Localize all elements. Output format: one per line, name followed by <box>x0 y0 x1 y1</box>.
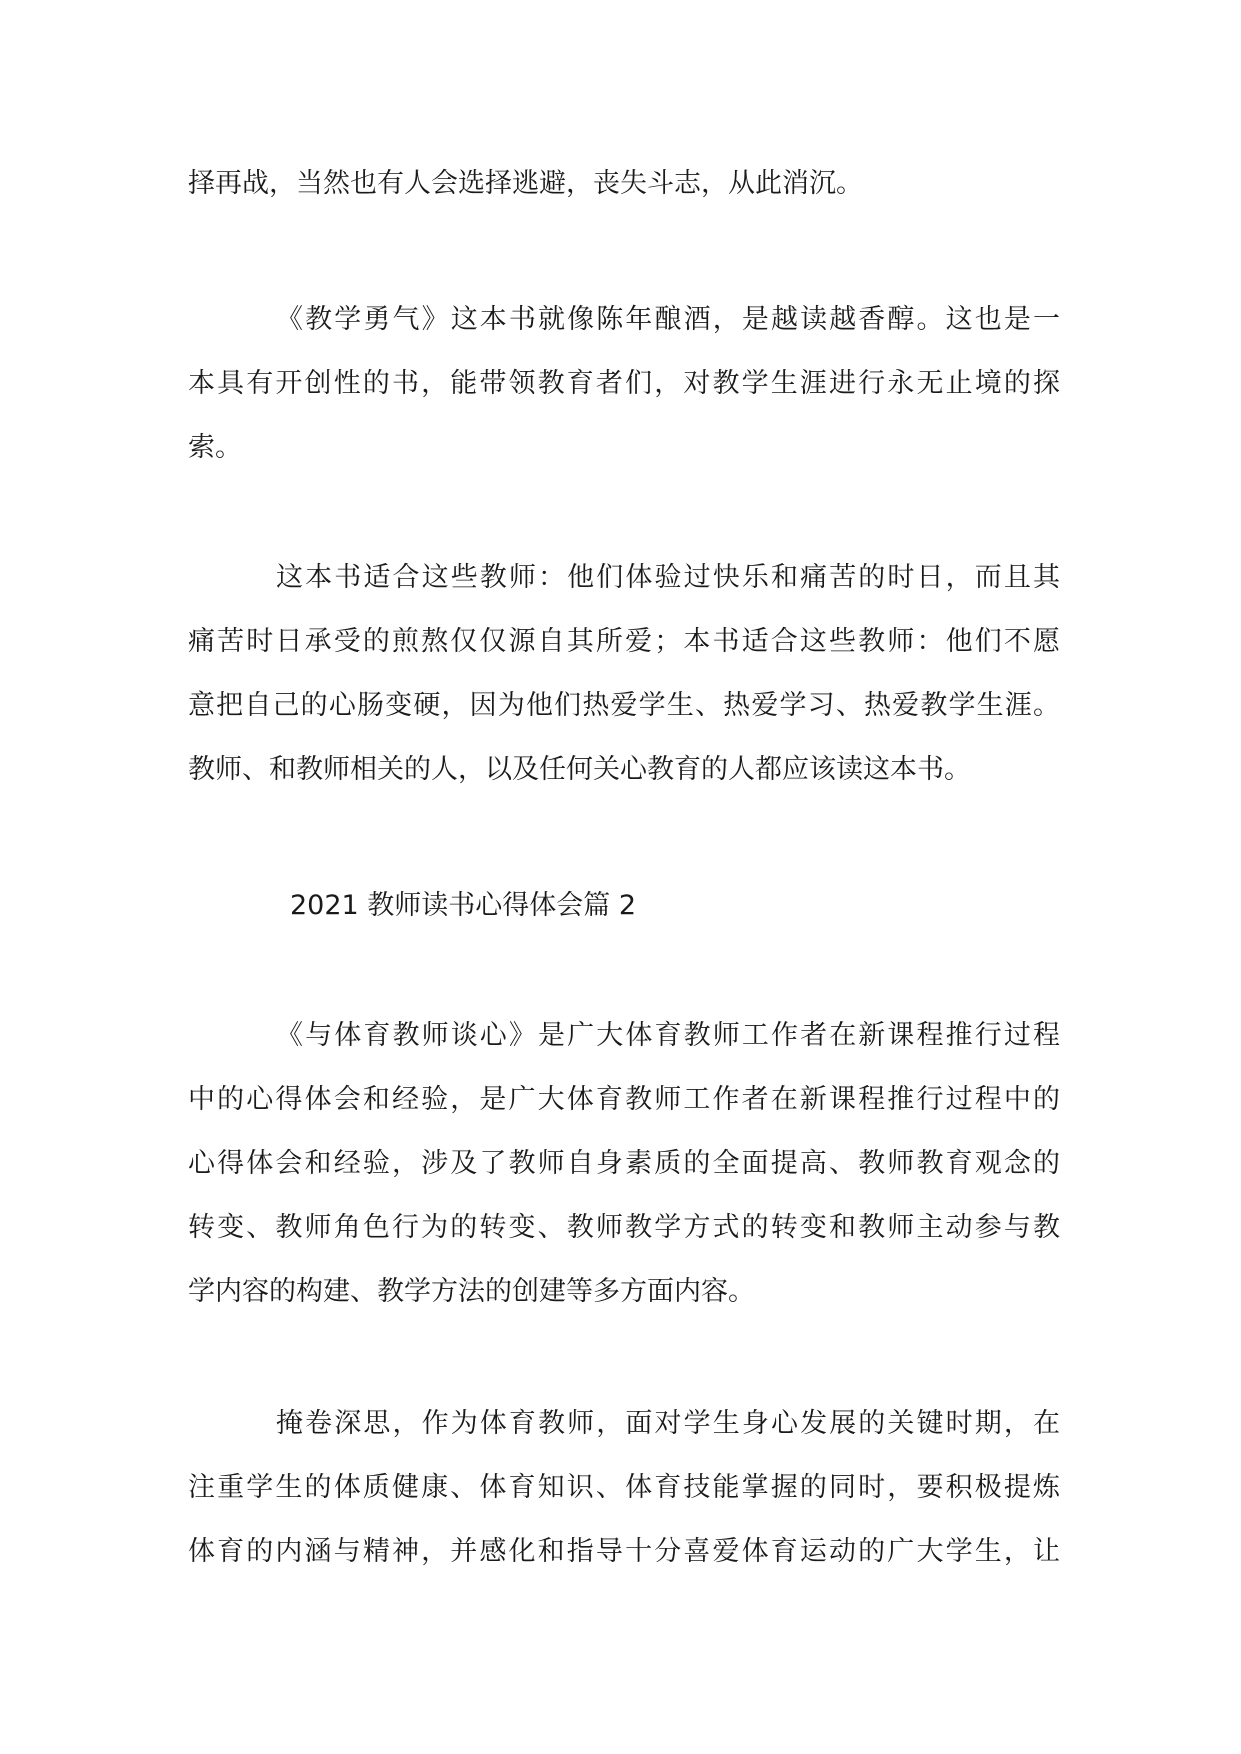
paragraph-3-line-2: 痛苦时日承受的煎熬仅仅源自其所爱；本书适合这些教师：他们不愿 <box>188 626 1060 657</box>
paragraph-2-line-1: 《教学勇气》这本书就像陈年酿酒，是越读越香醇。这也是一 <box>276 304 1060 335</box>
paragraph-3-line-3: 意把自己的心肠变硬，因为他们热爱学生、热爱学习、热爱教学生涯。 <box>188 690 1060 721</box>
section-heading: 2021 教师读书心得体会篇 2 <box>290 890 637 921</box>
paragraph-1-line-1: 择再战，当然也有人会选择逃避，丧失斗志，从此消沉。 <box>188 168 863 199</box>
paragraph-4-line-2: 中的心得体会和经验，是广大体育教师工作者在新课程推行过程中的 <box>188 1084 1060 1115</box>
paragraph-4-line-1: 《与体育教师谈心》是广大体育教师工作者在新课程推行过程 <box>276 1020 1060 1051</box>
paragraph-5-line-1: 掩卷深思，作为体育教师，面对学生身心发展的关键时期，在 <box>276 1408 1060 1439</box>
paragraph-4-line-5: 学内容的构建、教学方法的创建等多方面内容。 <box>188 1276 755 1307</box>
paragraph-5-line-3: 体育的内涵与精神，并感化和指导十分喜爱体育运动的广大学生，让 <box>188 1536 1060 1567</box>
paragraph-2-line-2: 本具有开创性的书，能带领教育者们，对教学生涯进行永无止境的探 <box>188 368 1060 399</box>
paragraph-3-line-4: 教师、和教师相关的人，以及任何关心教育的人都应该读这本书。 <box>188 754 971 785</box>
paragraph-3-line-1: 这本书适合这些教师：他们体验过快乐和痛苦的时日，而且其 <box>276 562 1060 593</box>
paragraph-4-line-3: 心得体会和经验，涉及了教师自身素质的全面提高、教师教育观念的 <box>188 1148 1060 1179</box>
paragraph-2-line-3: 索。 <box>188 432 242 463</box>
paragraph-4-line-4: 转变、教师角色行为的转变、教师教学方式的转变和教师主动参与教 <box>188 1212 1060 1243</box>
paragraph-5-line-2: 注重学生的体质健康、体育知识、体育技能掌握的同时，要积极提炼 <box>188 1472 1060 1503</box>
